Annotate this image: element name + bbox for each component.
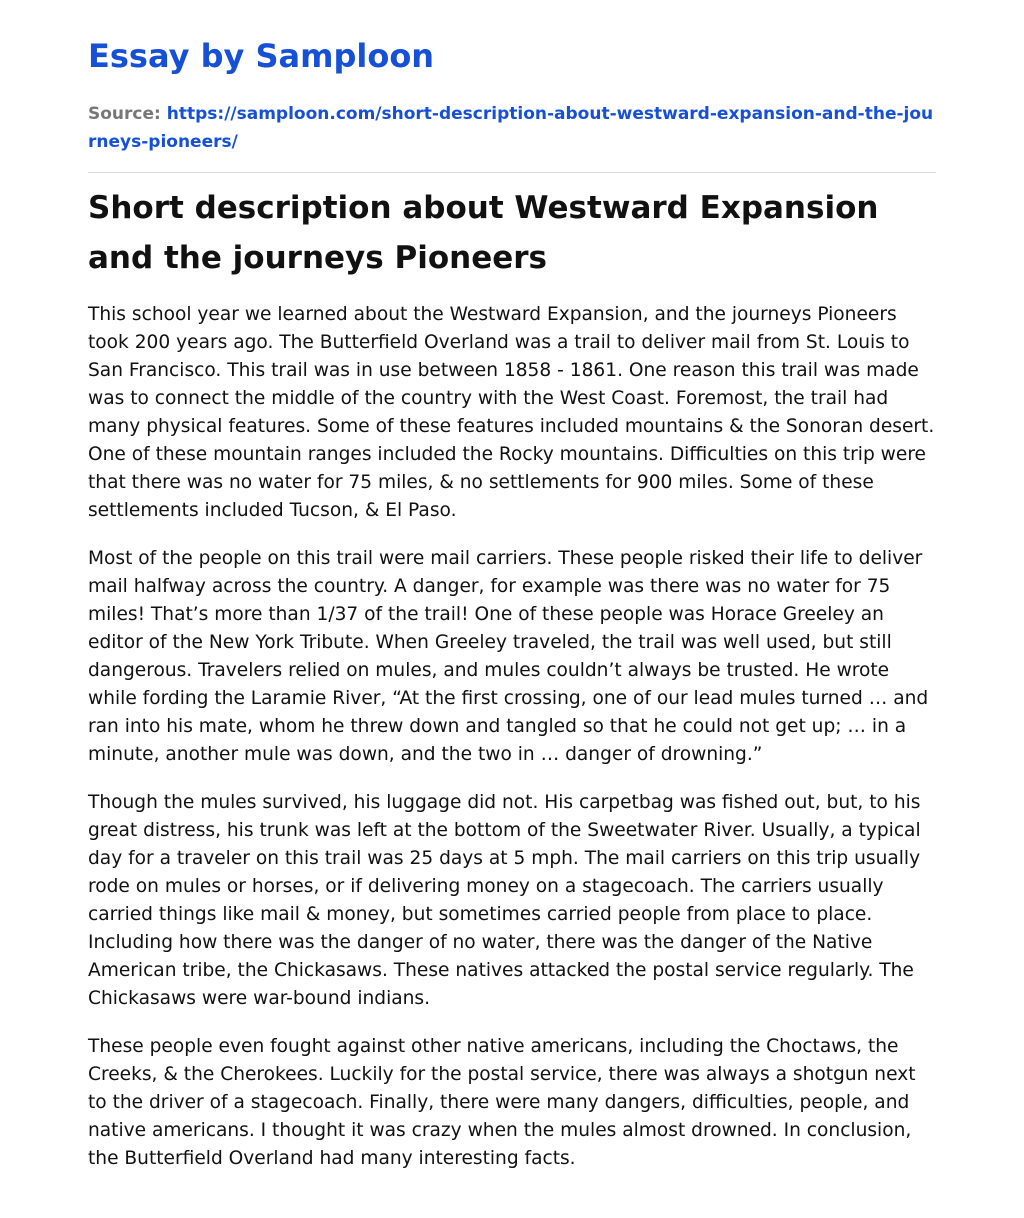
- essay-paragraph-1: This school year we learned about the Westward Expansion, and the journeys Pioneers took 200 years ago. The Butterfield Overland was a trail to deliver mail from St. Louis to San Francisco. This trail was in use between 1858 - 1861. One reason this trail was made was to connect the middle of the country with the West Coast. Foremost, the trail had many physical features. Some of these features included mountains & the Sonoran desert. One of these mountain ranges included the Rocky mountains. Difficulties on this trip were that there was no water for 75 miles, & no settlements for 900 miles. Some of these settlements included Tucson, & El Paso.: [88, 304, 935, 521]
- site-brand-title: Essay by Samploon: [88, 37, 435, 75]
- essay-paragraph-4: These people even fought against other native americans, including the Choctaws, the Creeks, & the Cherokees. Luckily for the postal service, there was always a shotgun next to the driver of a stagecoach. Finally, there were many dangers, difficulties, people, and native americans. I thought it was crazy when the mules almost drowned. In conclusion, the Butterfield Overland had many interesting facts.: [88, 1036, 916, 1169]
- essay-page: [88, 0, 936, 1193]
- source-line: [88, 100, 936, 156]
- essay-paragraph-3: Though the mules survived, his luggage did not. His carpetbag was fished out, but, to his great distress, his trunk was left at the bottom of the Sweetwater River. Usually, a typical day for a traveler on this trail was 25 days at 5 mph. The mail carriers on this trip usually rode on mules or horses, or if delivering money on a stagecoach. The carriers usually carried things like mail & money, but sometimes carried people from place to place. Including how there was the danger of no water, there was the danger of the Native American tribe, the Chickasaws. These natives attacked the postal service regularly. The Chickasaws were war-bound indians.: [88, 792, 921, 1009]
- essay-title: Short description about Westward Expansion and the journeys Pioneers: [88, 190, 879, 276]
- header-divider: [88, 172, 936, 173]
- source-link[interactable]: https://samploon.com/short-description-about-westward-expansion-and-the-journeys-pioneers/: [88, 104, 934, 152]
- source-label: Source:: [88, 104, 161, 124]
- essay-body: [88, 301, 936, 1173]
- essay-paragraph-2: Most of the people on this trail were mail carriers. These people risked their life to deliver mail halfway across the country. A danger, for example was there was no water for 75 miles! That’s more than 1/37 of the trail! One of these people was Horace Greeley an editor of the New York Tribute. When Greeley traveled, the trail was well used, but still dangerous. Travelers relied on mules, and mules couldn’t always be trusted. He wrote while fording the Laramie River, “At the first crossing, one of our lead mules turned … and ran into his mate, whom he threw down and tangled so that he could not get up; … in a minute, another mule was down, and the two in … danger of drowning.”: [88, 548, 929, 765]
